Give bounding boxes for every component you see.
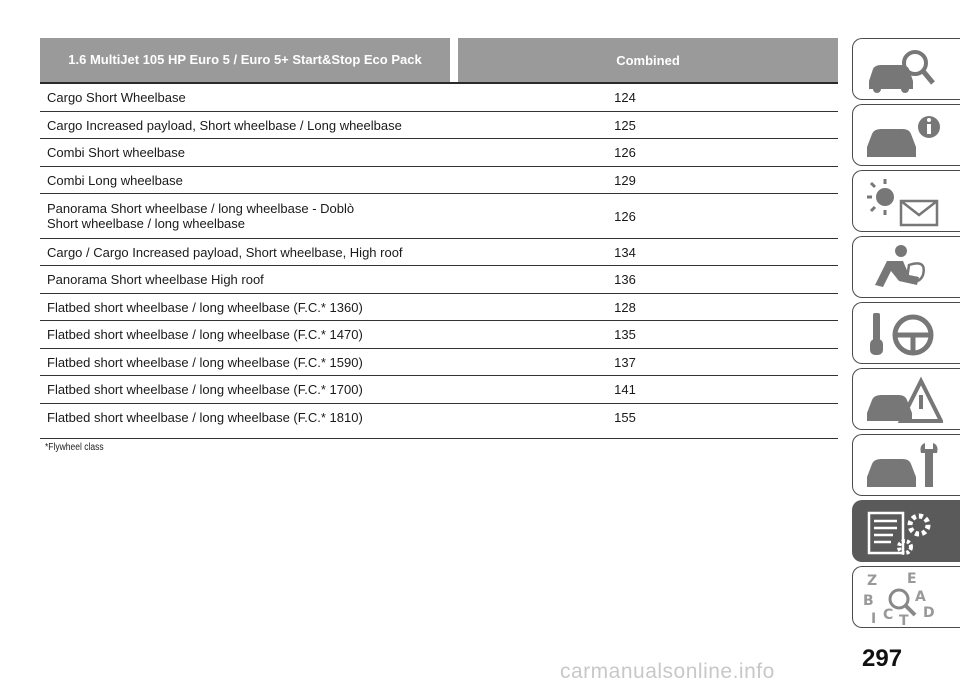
car-breakdown-triangle-icon xyxy=(863,373,943,427)
tab-emergency[interactable] xyxy=(852,368,960,430)
svg-text:D: D xyxy=(923,605,935,621)
row-label: Cargo / Cargo Increased payload, Short wheelbase, High roof xyxy=(47,244,403,260)
svg-text:T: T xyxy=(899,613,909,625)
row-value: 128 xyxy=(614,299,636,315)
header-combined: Combined xyxy=(616,52,680,68)
svg-text:C: C xyxy=(883,607,894,623)
row-value: 136 xyxy=(614,272,636,287)
car-info-icon xyxy=(863,109,943,163)
tab-vehicle-knowledge[interactable] xyxy=(852,38,960,100)
row-label: Combi Long wheelbase xyxy=(47,172,183,188)
table-row xyxy=(40,139,838,167)
tab-technical-specifications[interactable] xyxy=(852,500,960,562)
row-value: 137 xyxy=(614,354,636,370)
table-row xyxy=(40,112,838,139)
row-value: 124 xyxy=(614,90,636,105)
table-row xyxy=(40,84,838,112)
svg-text:I: I xyxy=(871,611,877,625)
row-value: 125 xyxy=(614,117,636,133)
specs-gear-icon xyxy=(863,505,943,559)
page-number: 297 xyxy=(862,645,903,672)
row-label: Flatbed short wheelbase / long wheelbase (F.C.* 1360) xyxy=(47,299,363,315)
row-value: 141 xyxy=(614,382,636,397)
footnote: *Flywheel class xyxy=(45,442,104,453)
table-row xyxy=(40,194,838,239)
warning-light-envelope-icon xyxy=(863,175,943,229)
row-value: 134 xyxy=(614,244,636,260)
table-row xyxy=(40,376,838,404)
row-value: 155 xyxy=(614,410,636,425)
table-row xyxy=(40,239,838,266)
table-header xyxy=(40,38,838,84)
svg-text:B: B xyxy=(863,593,874,609)
car-magnifier-icon xyxy=(863,43,943,97)
table-row xyxy=(40,404,838,439)
row-label: Panorama Short wheelbase / long wheelbase - Doblò Short wheelbase / long wheelbase xyxy=(47,201,355,231)
table-row xyxy=(40,349,838,376)
watermark: carmanualsonline.info xyxy=(560,660,775,683)
row-label: Cargo Short Wheelbase xyxy=(47,90,186,105)
consumption-table xyxy=(40,38,838,439)
table-row xyxy=(40,294,838,321)
row-label: Flatbed short wheelbase / long wheelbase (F.C.* 1590) xyxy=(47,354,363,370)
row-value: 126 xyxy=(614,208,636,224)
table-row xyxy=(40,167,838,194)
row-label: Panorama Short wheelbase High roof xyxy=(47,272,264,287)
row-value: 129 xyxy=(614,172,636,188)
header-engine-version: 1.6 MultiJet 105 HP Euro 5 / Euro 5+ Start&Stop Eco Pack xyxy=(68,52,422,67)
car-wrench-icon xyxy=(863,439,943,493)
tab-starting-driving[interactable] xyxy=(852,302,960,364)
row-label: Flatbed short wheelbase / long wheelbase (F.C.* 1700) xyxy=(47,382,363,397)
tab-index[interactable] xyxy=(852,566,960,628)
svg-text:E: E xyxy=(907,571,917,587)
table-row xyxy=(40,321,838,349)
table-row xyxy=(40,266,838,294)
svg-text:A: A xyxy=(915,589,926,605)
row-value: 126 xyxy=(614,145,636,160)
key-steering-wheel-icon xyxy=(863,307,943,361)
seat-airbag-icon xyxy=(863,241,943,295)
row-label: Cargo Increased payload, Short wheelbase / Long wheelbase xyxy=(47,117,402,133)
row-value: 135 xyxy=(614,327,636,342)
svg-text:Z: Z xyxy=(867,573,878,589)
alphabetical-index-icon xyxy=(863,571,943,625)
tab-safety[interactable] xyxy=(852,236,960,298)
tab-maintenance[interactable] xyxy=(852,434,960,496)
tab-warning-lights[interactable] xyxy=(852,170,960,232)
row-label: Flatbed short wheelbase / long wheelbase (F.C.* 1810) xyxy=(47,410,363,425)
row-label: Combi Short wheelbase xyxy=(47,145,186,160)
tab-warning-info[interactable] xyxy=(852,104,960,166)
row-label: Flatbed short wheelbase / long wheelbase (F.C.* 1470) xyxy=(47,327,363,342)
